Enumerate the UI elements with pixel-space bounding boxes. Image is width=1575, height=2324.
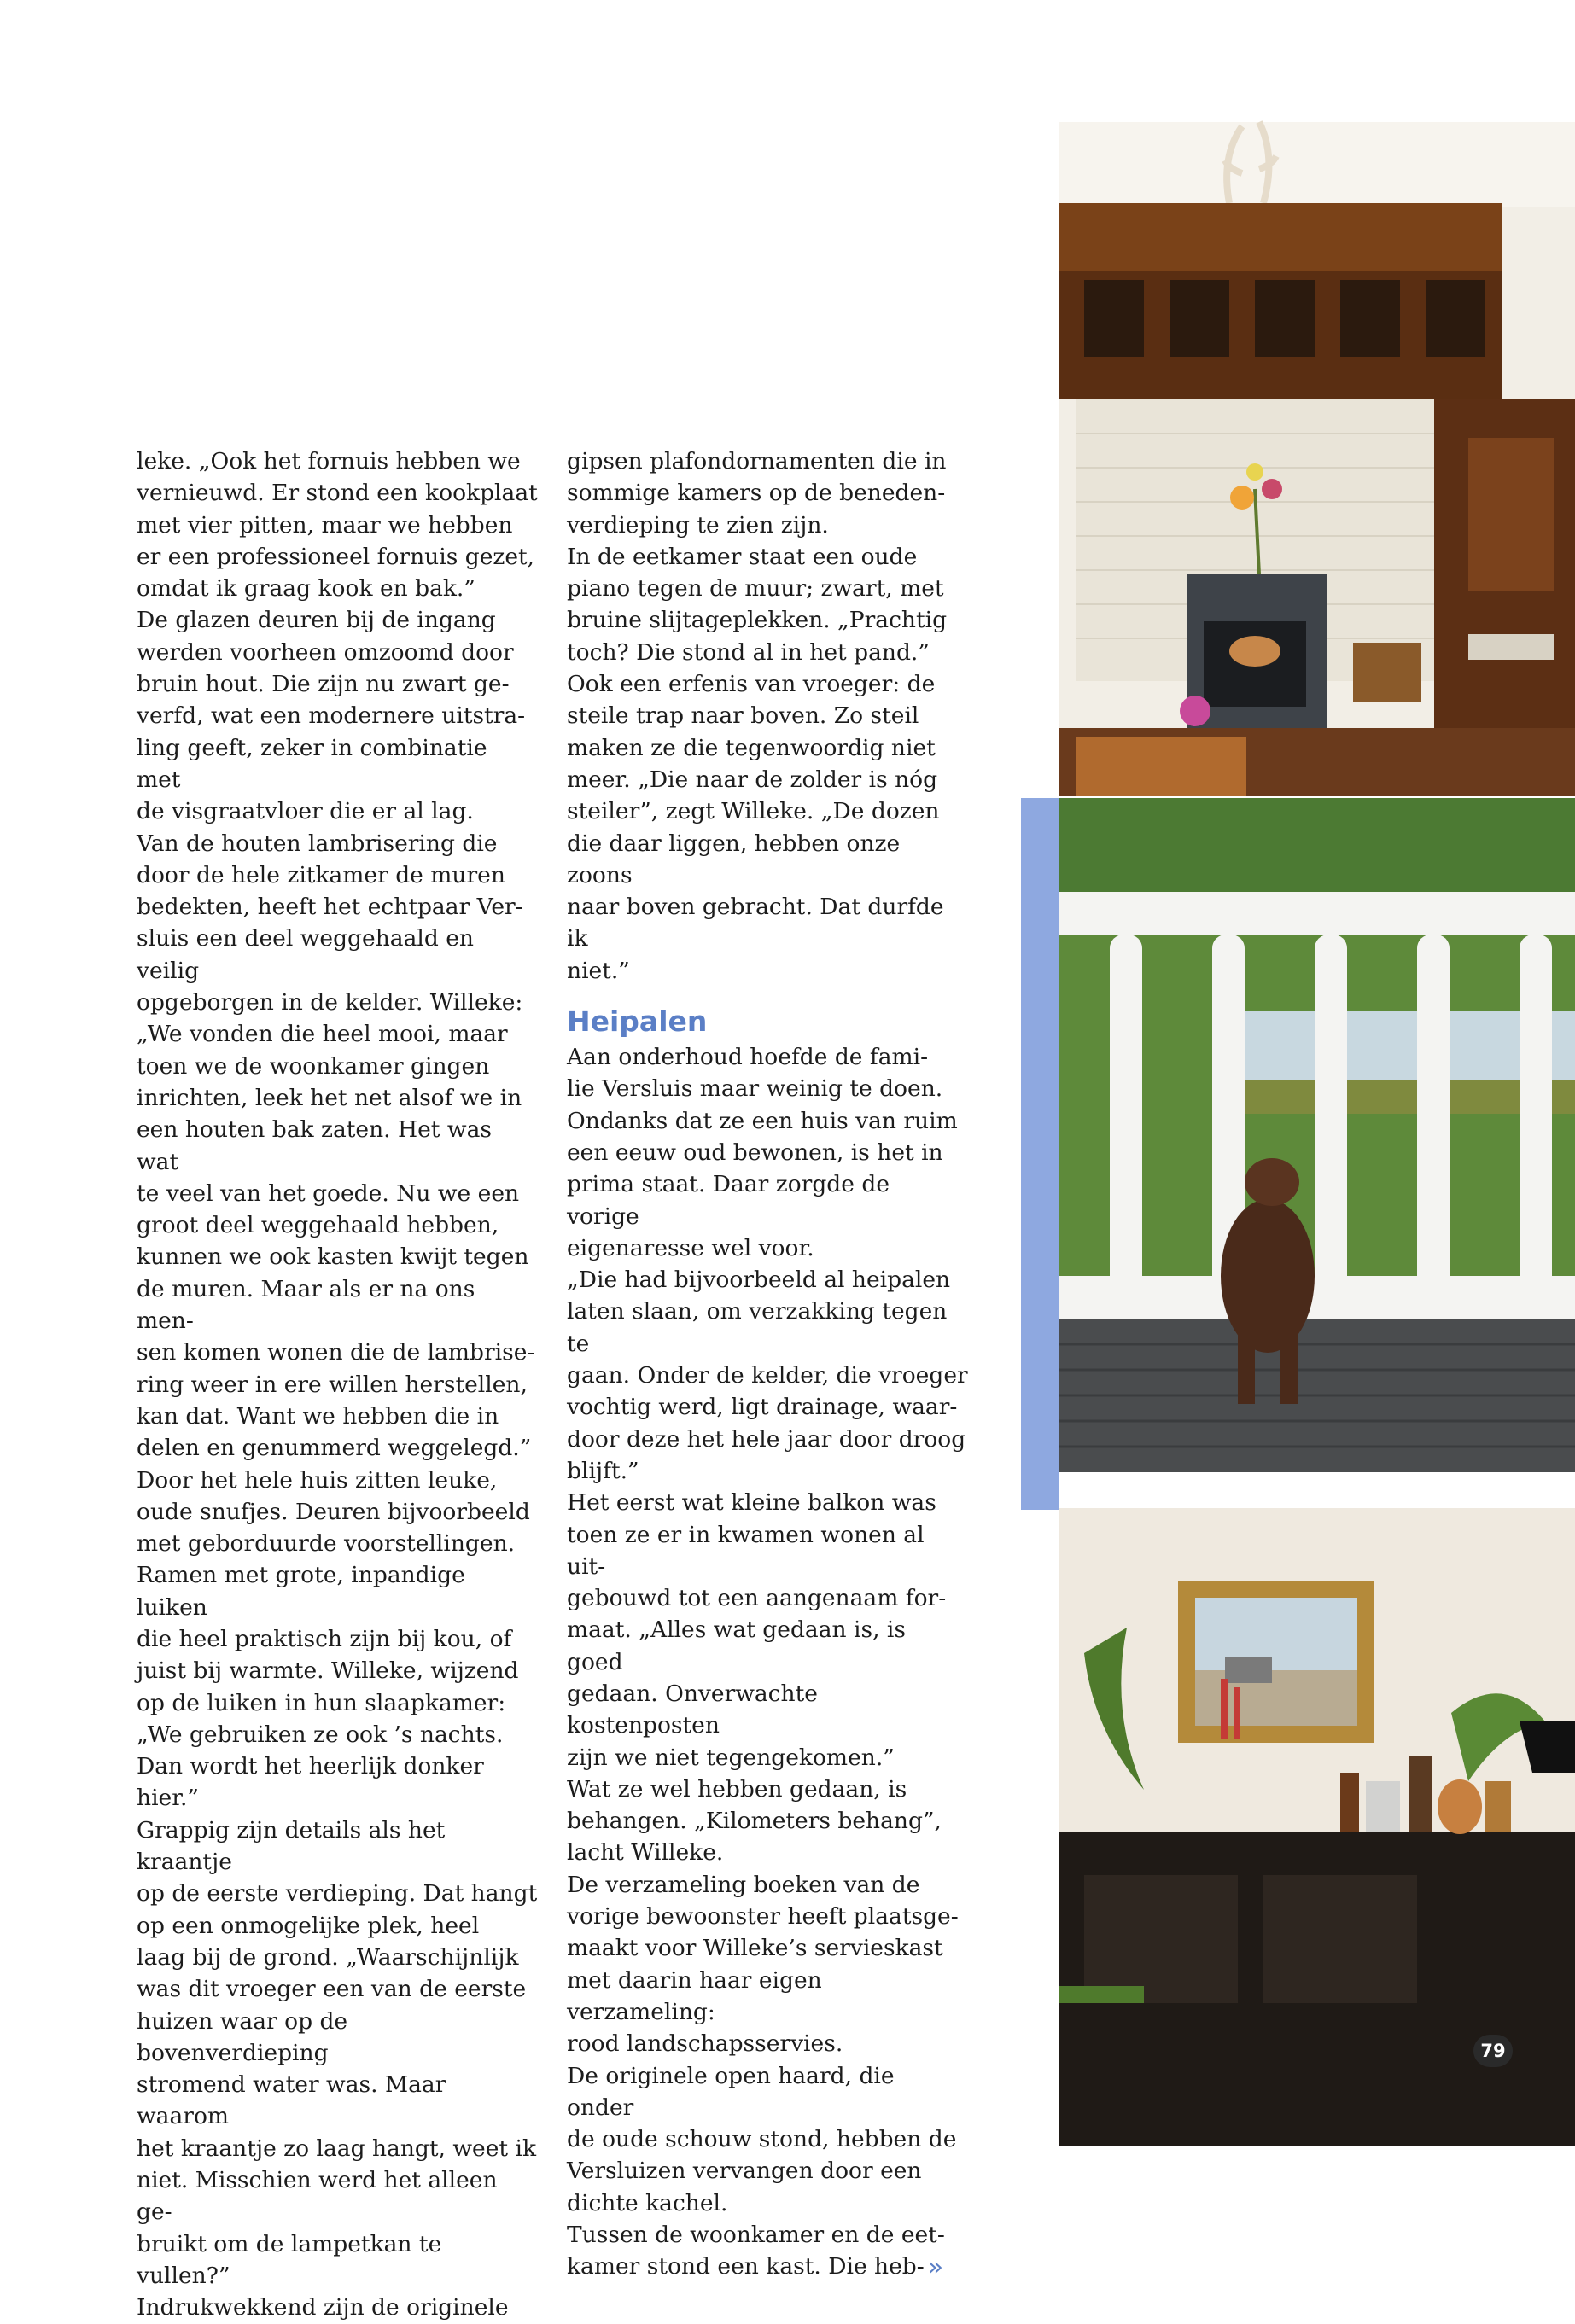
balcony-photo	[1059, 798, 1575, 1472]
page-number: 79	[1473, 2035, 1513, 2067]
double-chevron-right-icon: »	[927, 2252, 944, 2283]
body-text: leke. „Ook het fornuis hebben we vernieuwd. Er stond een kookplaat met vier pitten, maar we hebben er een professioneel fornuis gezet, omdat ik graag kook en bak.” De glazen deuren bij de ingang werden voorheen omzoomd door bruin hout. Die zijn nu zwart ge- verfd, wat een modernere uitstra- ling geeft, zeker in combinatie met de visgraatvloer die er al lag. Van de houten lambrisering die door de hele zitkamer de muren bedekten, heeft het echtpaar Ver- sluis een deel weggehaald en veilig opgeborgen in de kelder. Willeke: „We vonden die heel mooi, maar toen we de woonkamer gingen inrichten, leek het net alsof we in een houten bak zaten. Het was wat te veel van het goede. Nu we een groot deel weggehaald hebben, kunnen we ook kasten kwijt tegen de muren. Maar als er na ons men- sen komen wonen die de lambrise- ring weer in ere willen herstellen, kan dat. Want we hebben die in delen en genummerd weggelegd.” Door het hele huis zitten leuke, oude snufjes. Deuren bijvoorbeeld met geborduurde voorstellingen. Ramen met grote, inpandige luiken die heel praktisch zijn bij kou, of juist bij warmte. Willeke, wijzend op de luiken in hun slaapkamer: „We gebruiken ze ook ’s nachts. Dan wordt het heerlijk donker hier.” Grappig zijn details als het kraantje op de eerste verdieping. Dat hangt op een onmogelijke plek, heel laag bij de grond. „Waarschijnlijk was dit vroeger een van de eerste huizen waar op de bovenverdieping stromend water was. Maar waarom het kraantje zo laag hangt, weet ik niet. Misschien werd het alleen ge- bruikt om de lampetkan te vullen?” Indrukwekkend zijn de originele	[137, 448, 538, 2321]
fireplace-photo	[1059, 122, 1575, 796]
section-heading: Heipalen	[567, 1005, 708, 1039]
accent-bar	[1021, 798, 1059, 1510]
article-column-left	[137, 446, 538, 2324]
body-text-span: Aan onderhoud hoefde de fami- lie Versluis maar weinig te doen. Ondanks dat ze een huis van ruim een eeuw oud bewonen, is het in prima staat. Daar zorgde de vorige eigenaresse wel voor. „Die had bijvoorbeeld al heipalen laten slaan, om verzakking tegen te gaan. Onder de kelder, die vroeger vochtig werd, ligt drainage, waar- door deze het hele jaar door droog blijft.” Het eerst wat kleine balkon was toen ze er in kwamen wonen al uit- gebouwd tot een aangenaam for- maat. „Alles wat gedaan is, is goed gedaan. Onverwachte kostenposten zijn we niet tegengekomen.” Wat ze wel hebben gedaan, is behangen. „Kilometers behang”, lacht Willeke. De verzameling boeken van de vorige bewoonster heeft plaatsge- maakt voor Willeke’s servieskast met daarin haar eigen verzameling: rood landschapsservies. De originele open haard, die onder de oude schouw stond, hebben de Versluizen vervangen door een dichte kachel. Tussen de woonkamer en de eet- kamer stond een kast. Die heb-	[567, 1044, 968, 2280]
article-column-right	[567, 446, 968, 2283]
body-text	[567, 1041, 968, 2283]
body-text: gipsen plafondornamenten die in sommige kamers op de beneden- verdieping te zien zijn. In de eetkamer staat een oude piano tegen de muur; zwart, met bruine slijtageplekken. „Prachtig toch? Die stond al in het pand.” Ook een erfenis van vroeger: de steile trap naar boven. Zo steil maken ze die tegenwoordig niet meer. „Die naar de zolder is nóg steiler”, zegt Willeke. „De dozen die daar liggen, hebben onze zoons naar boven gebracht. Dat durfde ik niet.”	[567, 448, 948, 984]
